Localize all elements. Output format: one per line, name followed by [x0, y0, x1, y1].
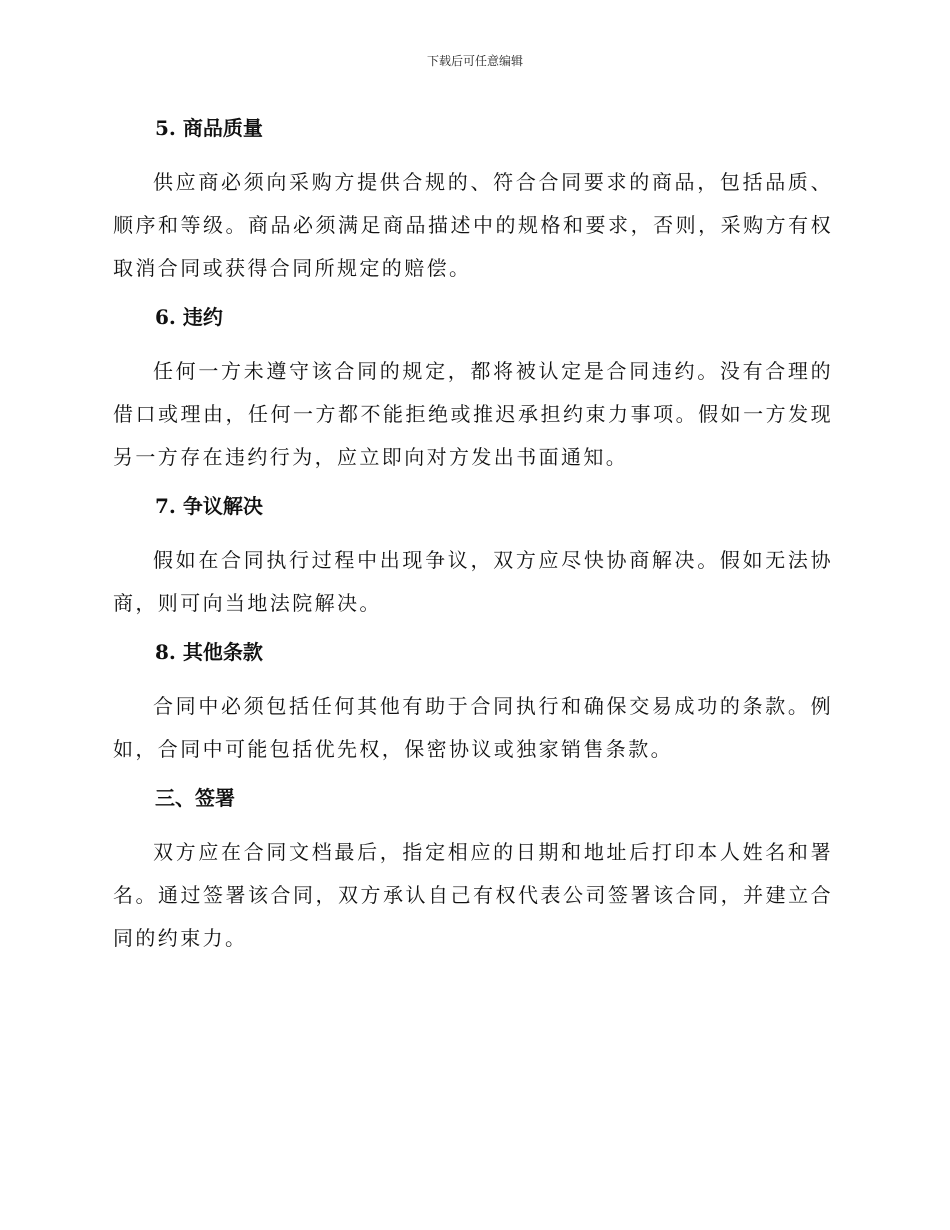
section-paragraph-dispute: 假如在合同执行过程中出现争议，双方应尽快协商解决。假如无法协商，则可向当地法院解决。 — [113, 548, 833, 615]
section-paragraph-signing: 双方应在合同文档最后，指定相应的日期和地址后打印本人姓名和署名。通过签署该合同，双方承认自己有权代表公司签署该合同，并建立合同的约束力。 — [113, 840, 833, 950]
section-paragraph-quality: 供应商必须向采购方提供合规的、符合合同要求的商品，包括品质、顺序和等级。商品必须满足商品描述中的规格和要求，否则，采购方有权取消合同或获得合同所规定的赔偿。 — [113, 170, 833, 280]
section-heading-quality: 5. 商品质量 — [155, 116, 263, 140]
page-header: 下载后可任意编辑 — [426, 54, 523, 68]
section-heading-other-terms: 8. 其他条款 — [155, 640, 263, 664]
section-paragraph-breach: 任何一方未遵守该合同的规定，都将被认定是合同违约。没有合理的借口或理由，任何一方都不能拒绝或推迟承担约束力事项。假如一方发现另一方存在违约行为，应立即向对方发出书面通知。 — [113, 359, 833, 469]
section-paragraph-other-terms: 合同中必须包括任何其他有助于合同执行和确保交易成功的条款。例如，合同中可能包括优先权，保密协议或独家销售条款。 — [113, 694, 833, 761]
section-heading-breach: 6. 违约 — [155, 305, 223, 329]
document-body — [113, 111, 833, 960]
section-heading-signing: 三、签署 — [155, 786, 235, 810]
section-heading-dispute: 7. 争议解决 — [155, 494, 263, 518]
